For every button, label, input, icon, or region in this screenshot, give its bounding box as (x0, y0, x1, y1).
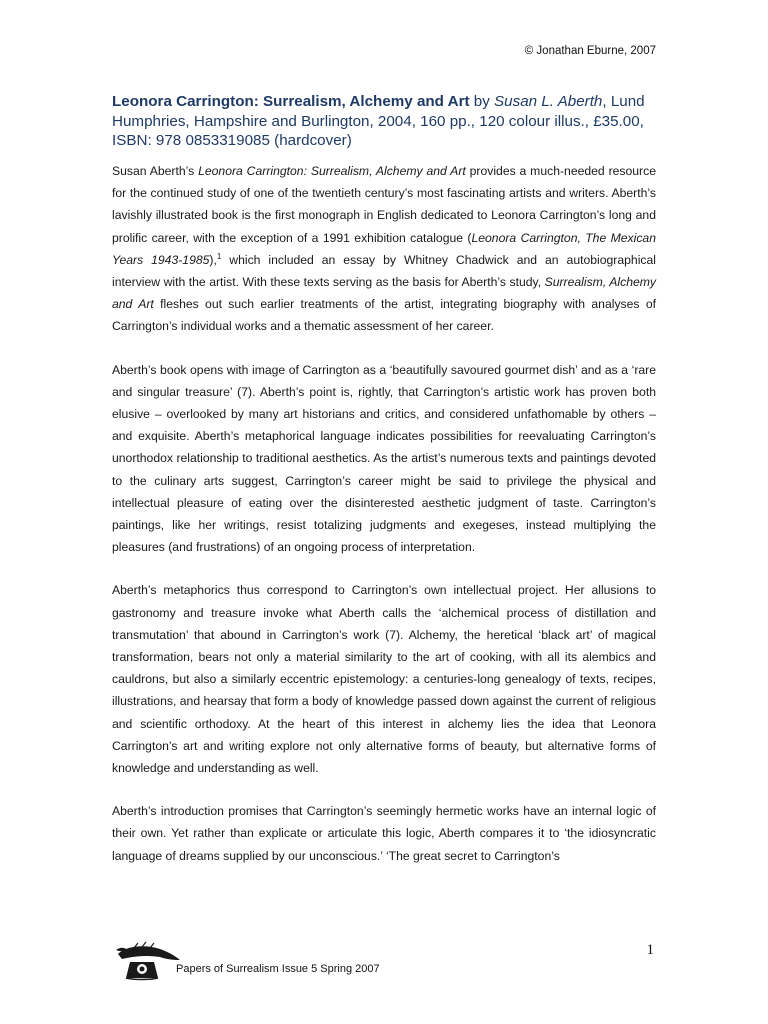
paragraph-3: Aberth’s metaphorics thus correspond to Carrington’s own intellectual project. Her allusions to gastronomy and treasure invoke what Aberth calls the ‘alchemical process of distillation and transmutation’ that abound in Carrington’s work (7). Alchemy, the heretical ‘black art’ of magical transformation, bears not only a material similarity to the art of cooking, with all its alembics and cauldrons, but also a similarly eccentric epistemology: a centuries-long genealogy of texts, recipes, illustrations, and hearsay that form a body of knowledge passed down against the current of religious and scientific orthodoxy. At the heart of this interest in alchemy lies the idea that Leonora Carrington’s art and writing explore not only alternative forms of beauty, but alternative forms of knowledge and understanding as well. (112, 583, 656, 776)
paragraph-1-text-d: which included an essay by Whitney Chadwick and an autobiographical interview with the artist. With these texts serving as the basis for Aberth’s study, (112, 252, 656, 290)
copyright-notice: © Jonathan Eburne, 2007 (524, 45, 656, 57)
telephone-lobster-icon (114, 940, 184, 982)
page-number: 1 (646, 942, 654, 958)
footnote-marker[interactable]: 1 (216, 251, 222, 261)
publication-details: , Lund Humphries, Hampshire and Burlington, 2004, 160 pp., 120 colour illus., £35.00, ISBN: 978 0853319085 (hardcover) (112, 93, 645, 149)
paragraph-1-text-b: provides a much-needed resource for the continued study of one of the twentieth century’s most fascinating artists and writers. Aberth’s lavishly illustrated book is the first monograph in English dedicated to Leonora Carrington’s long and prolific career, with the exception of a 1991 exhibition catalogue ( (112, 164, 656, 245)
journal-footer: Papers of Surrealism Issue 5 Spring 2007 (176, 963, 380, 975)
paragraph-1-text-c: ), (209, 252, 217, 267)
italic-short-title: Surrealism, Alchemy and Art (112, 275, 656, 312)
review-body (112, 160, 656, 888)
paragraph-1-text-a: Susan Aberth’s (112, 164, 199, 178)
paragraph-1 (112, 160, 656, 338)
review-heading (112, 92, 660, 151)
paragraph-2: Aberth’s book opens with image of Carrington as a ‘beautifully savoured gourmet dish’ and as a ‘rare and singular treasure’ (7). Aberth’s point is, rightly, that Carrington’s artistic work has proven both elusive – overlooked by many art historians and critics, and considered unfathomable by others – and exquisite. Aberth’s metaphorical language indicates possibilities for reevaluating Carrington’s unorthodox relationship to traditional aesthetics. As the artist’s numerous texts and paintings devoted to the culinary arts suggest, Carrington’s career might be said to privilege the physical and intellectual pleasure of eating over the disinterested aesthetic judgment of taste. Carrington’s paintings, like her writings, resist totalizing judgments and exegeses, instead multiplying the pleasures (and frustrations) of an ongoing process of interpretation. (112, 362, 656, 555)
by-word: by (469, 93, 495, 110)
paragraph-4: Aberth’s introduction promises that Carrington’s seemingly hermetic works have an internal logic of their own. Yet rather than explicate or articulate this logic, Aberth compares it to ‘the idiosyncratic language of dreams supplied by our unconscious.’ ‘The great secret to Carrington’s (112, 804, 656, 863)
italic-book-title: Leonora Carrington: Surrealism, Alchemy and Art (198, 164, 466, 178)
book-title: Leonora Carrington: Surrealism, Alchemy and Art (112, 93, 470, 110)
italic-catalogue-title: Leonora Carrington, The Mexican Years 1943-1985 (112, 230, 656, 267)
paragraph-1-text-e: fleshes out such earlier treatments of the artist, integrating biography with analyses of Carrington’s individual works and a thematic assessment of her career. (112, 297, 656, 334)
book-author: Susan L. Aberth (494, 93, 603, 110)
